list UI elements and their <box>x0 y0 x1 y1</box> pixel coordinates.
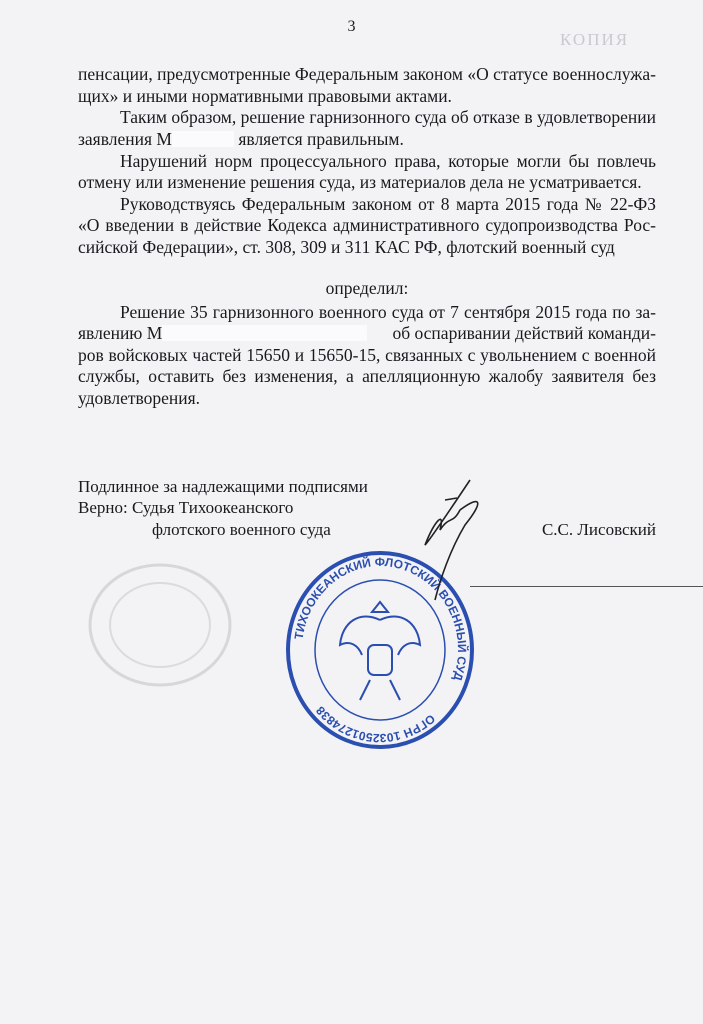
text-line <box>78 129 656 150</box>
certification-line: флотского военного суда <box>152 520 331 539</box>
seal-court-name: ТИХООКЕАНСКИЙ ФЛОТСКИЙ ВОЕННЫЙ СУД <box>291 554 470 683</box>
text-line <box>78 323 656 344</box>
determined-heading: определил: <box>325 278 409 298</box>
text-line: Нарушений норм процессуального права, которые могли бы повлечь <box>120 151 656 171</box>
certification-line: Подлинное за надлежащими подписями <box>78 477 368 496</box>
certification-line: Верно: Судья Тихоокеанского <box>78 498 294 517</box>
text-line: Руководствуясь Федеральным законом от 8 марта 2015 года № 22-ФЗ <box>120 194 656 214</box>
text-line: удовлетворения. <box>78 388 201 408</box>
signature-icon <box>390 470 500 610</box>
signer-name: С.С. Лисовский <box>541 520 656 539</box>
certification-row <box>78 519 656 540</box>
text-line: пенсации, предусмотренные Федеральным законом «О статусе военнослужа- <box>78 64 656 84</box>
text-line: службы, оставить без изменения, а апелляционную жалобу заявителя без <box>78 366 656 386</box>
redaction <box>172 131 234 147</box>
bleed-through-text: КОПИЯ <box>560 30 630 49</box>
faded-stamp-icon <box>85 560 235 690</box>
text-part: об оспаривании действий команди- <box>392 323 656 343</box>
text-part: является правильным. <box>238 129 404 149</box>
page-number: 3 <box>347 18 356 35</box>
text-line: отмену или изменение решения суда, из материалов дела не усматривается. <box>78 172 642 192</box>
text-line: Таким образом, решение гарнизонного суда об отказе в удовлетворении <box>120 107 656 127</box>
text-line: ров войсковых частей 15650 и 15650-15, связанных с увольнением с военной <box>78 345 656 365</box>
text-part: явлению М <box>78 323 163 343</box>
divider <box>470 586 703 587</box>
text-line: «О введении в действие Кодекса административного судопроизводства Рос- <box>78 215 656 235</box>
redaction <box>162 325 367 341</box>
text-line: сийской Федерации», ст. 308, 309 и 311 КАС РФ, флотский военный суд <box>78 237 615 257</box>
text-part: заявления М <box>78 129 172 149</box>
seal-ogrn: ОГРН 1032501274838 <box>313 703 438 746</box>
text-line: Решение 35 гарнизонного военного суда от 7 сентября 2015 года по за- <box>120 302 656 322</box>
text-line: щих» и иными нормативными правовыми актами. <box>78 86 452 106</box>
